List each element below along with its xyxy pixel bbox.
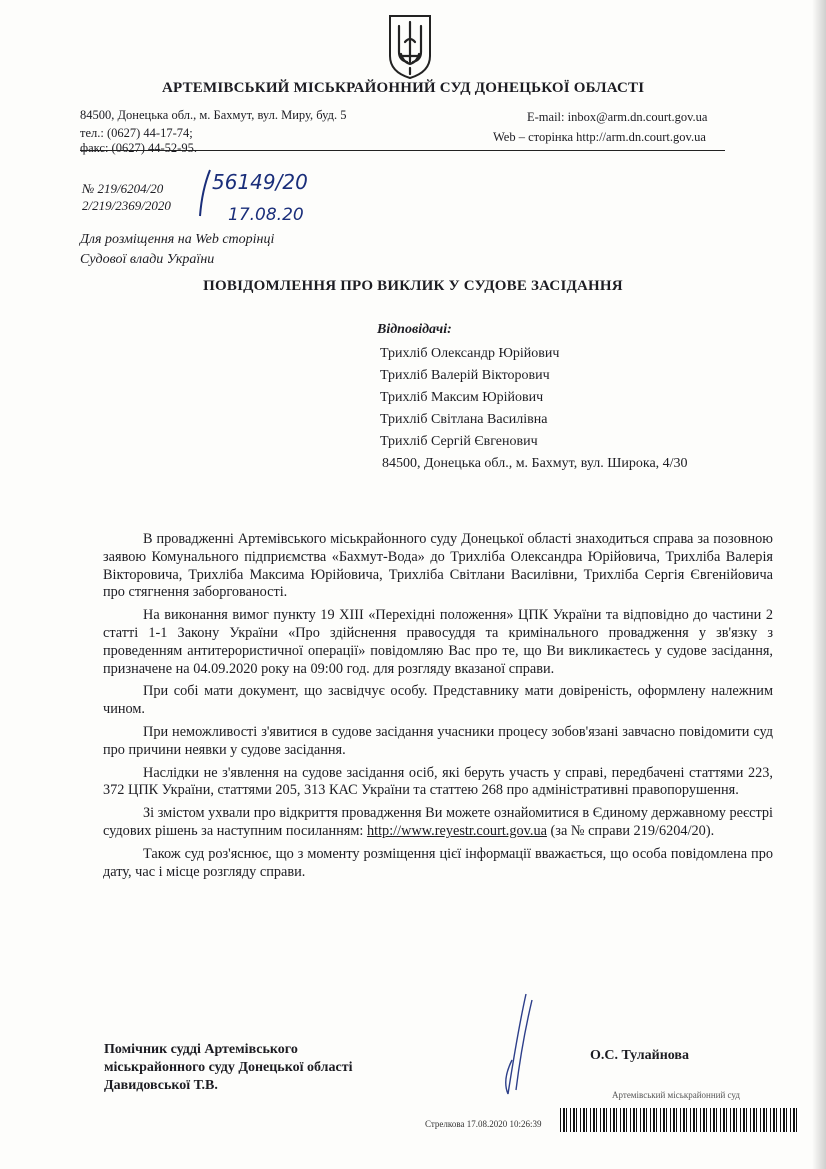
court-fax: факс: (0627) 44-52-95. (80, 141, 197, 155)
signer-name: О.С. Тулайнова (590, 1048, 689, 1063)
handwritten-registration-number: 56149/20 (212, 170, 308, 194)
signatory-position (104, 1041, 434, 1095)
barcode (560, 1108, 800, 1132)
court-email: E-mail: inbox@arm.dn.court.gov.ua (527, 110, 708, 124)
header-divider (80, 150, 725, 151)
court-name: АРТЕМІВСЬКИЙ МІСЬКРАЙОННИЙ СУД ДОНЕЦЬКОЇ ОБЛАСТІ (162, 80, 645, 96)
respondent-name: Трихліб Валерій Вікторович (380, 368, 550, 383)
stamp-court-text: Артемівський міськрайонний суд (612, 1090, 740, 1100)
paragraph-case: В провадженні Артемівського міськрайонного суду Донецької області знаходиться справа за позовною заявою Комунального підприємства «Бахмут-Вода» до Трихліба Олександра Юрійовича, Трихліба Валерія Вікторовича, Трихліба Максима Юрійовича, Трихліба Світлани Василівни, Трихліба Сергія Євгенійовича про стягнення заборгованості. (103, 531, 773, 601)
operator-timestamp: Стрелкова 17.08.2020 10:26:39 (425, 1119, 542, 1129)
registry-link[interactable]: http://www.reyestr.court.gov.ua (366, 822, 547, 839)
registry-text: Зі змістом ухвали про відкриття провадження Ви можете ознайомитися в Єдиному державному реєстрі судових рішень за наступним посиланням: (103, 805, 773, 839)
handwritten-signature (488, 990, 548, 1105)
notice-body (103, 531, 773, 886)
handwritten-registration-date: 17.08.20 (228, 205, 304, 225)
placement-note-line2: Судової влади України (80, 252, 215, 267)
case-number: № 219/6204/20 (82, 181, 164, 196)
paragraph-absence: При неможливості з'явитися в судове засідання учасники процесу зобов'язані завчасно повідомити суд про причини неявки у судове засідання. (103, 723, 773, 758)
paragraph-registry (103, 805, 773, 841)
paragraph-summons: На виконання вимог пункту 19 XIII «Перехідні положення» ЦПК України та відповідно до частини 2 статті 1-1 Закону України «Про здійснення правосуддя та кримінального провадження у зв'язку з проведенням антитерористичної операції» повідомляю Вас про те, що Ви викликаєтесь у судове засідання, призначене на 04.09.2020 року на 09:00 год. для розгляду вказаної справи. (103, 607, 773, 677)
position-line: Давидовської Т.В. (104, 1078, 218, 1093)
respondent-name: Трихліб Сергій Євгенович (380, 434, 538, 449)
respondents-label: Відповідачі: (377, 322, 452, 337)
trident-emblem-icon (385, 12, 435, 80)
court-address: 84500, Донецька обл., м. Бахмут, вул. Миру, буд. 5 (80, 108, 347, 122)
document-title: ПОВІДОМЛЕННЯ ПРО ВИКЛИК У СУДОВЕ ЗАСІДАННЯ (203, 278, 623, 294)
paragraph-identity: При собі мати документ, що засвідчує особу. Представнику мати довіреність, оформлену належним чином. (103, 683, 773, 718)
respondent-name: Трихліб Олександр Юрійович (380, 346, 560, 361)
position-line: міськрайонного суду Донецької області (104, 1060, 353, 1075)
respondent-name: Трихліб Максим Юрійович (380, 390, 544, 405)
placement-note-line1: Для розміщення на Web сторінці (80, 232, 275, 247)
paragraph-notification: Також суд роз'яснює, що з моменту розміщення цієї інформації вважається, що особа повідомлена про дату, час і місце розгляду справи. (103, 845, 773, 880)
respondent-name: Трихліб Світлана Василівна (380, 412, 548, 427)
position-line: Помічник судді Артемівського (104, 1042, 298, 1057)
court-phone: тел.: (0627) 44-17-74; (80, 126, 193, 140)
court-web: Web – сторінка http://arm.dn.court.gov.ua (493, 130, 706, 144)
registry-case-ref: (за № справи 219/6204/20). (546, 822, 715, 839)
page-edge-shadow (812, 0, 826, 1169)
proceeding-number: 2/219/2369/2020 (82, 198, 171, 213)
respondents-address: 84500, Донецька обл., м. Бахмут, вул. Широка, 4/30 (382, 456, 688, 471)
paragraph-consequences: Наслідки не з'явлення на судове засідання осіб, які беруть участь у справі, передбачені статтями 223, 372 ЦПК України, статтями 205, 313 КАС України та статтею 268 про адміністративні правопорушення. (103, 764, 773, 799)
